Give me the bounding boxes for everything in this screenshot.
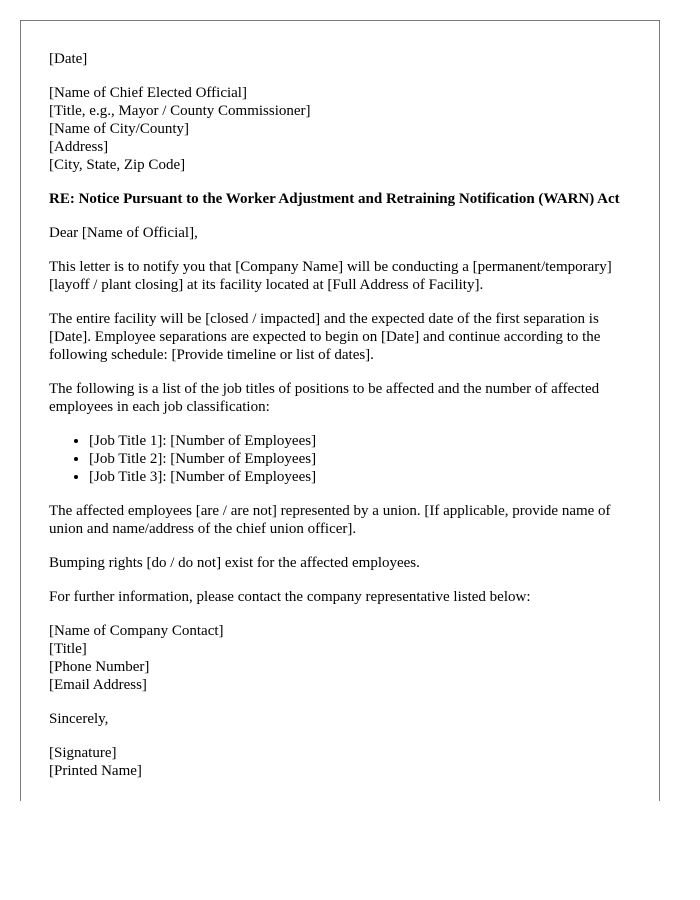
recipient-address: [Address] xyxy=(49,139,109,155)
recipient-city-state-zip: [City, State, Zip Code] xyxy=(49,157,186,173)
union-paragraph: The affected employees [are / are not] represented by a union. [If applicable, provide name of union and name/address of the chief union officer]. xyxy=(49,503,611,537)
letter-body xyxy=(49,50,637,796)
contact-name: [Name of Company Contact] xyxy=(49,623,224,639)
bumping-paragraph: Bumping rights [do / do not] exist for the affected employees. xyxy=(49,555,420,571)
subject-line: RE: Notice Pursuant to the Worker Adjustment and Retraining Notification (WARN) Act xyxy=(49,191,620,207)
list-item: • [Job Title 3]: [Number of Employees] xyxy=(89,468,637,486)
closing: Sincerely, xyxy=(49,711,109,727)
contact-phone: [Phone Number] xyxy=(49,659,150,675)
contact-title: [Title] xyxy=(49,641,87,657)
salutation: Dear [Name of Official], xyxy=(49,225,198,241)
signature-line: [Signature] xyxy=(49,745,117,761)
list-item: • [Job Title 2]: [Number of Employees] xyxy=(89,450,637,468)
contact-intro: For further information, please contact the company representative listed below: xyxy=(49,589,531,605)
contact-block xyxy=(49,622,637,694)
letter-page xyxy=(20,20,660,801)
recipient-name: [Name of Chief Elected Official] xyxy=(49,85,247,101)
printed-name: [Printed Name] xyxy=(49,763,142,779)
notice-paragraph: This letter is to notify you that [Company Name] will be conducting a [permanent/temporary] [layoff / plant closing] at its facility located at [Full Address of Facility]. xyxy=(49,259,612,293)
recipient-city-county: [Name of City/County] xyxy=(49,121,189,137)
letter-date: [Date] xyxy=(49,51,88,67)
job-list-intro: The following is a list of the job titles of positions to be affected and the number of affected employees in each job classification: xyxy=(49,381,600,415)
list-item: • [Job Title 1]: [Number of Employees] xyxy=(89,432,637,450)
recipient-title: [Title, e.g., Mayor / County Commissioner] xyxy=(49,103,311,119)
recipient-block xyxy=(49,84,637,174)
job-list xyxy=(49,432,637,486)
schedule-paragraph: The entire facility will be [closed / impacted] and the expected date of the first separation is [Date]. Employee separations are expected to begin on [Date] and continue according to the following schedule: [Provide timeline or list of dates]. xyxy=(49,311,601,363)
signature-block xyxy=(49,744,637,780)
contact-email: [Email Address] xyxy=(49,677,147,693)
